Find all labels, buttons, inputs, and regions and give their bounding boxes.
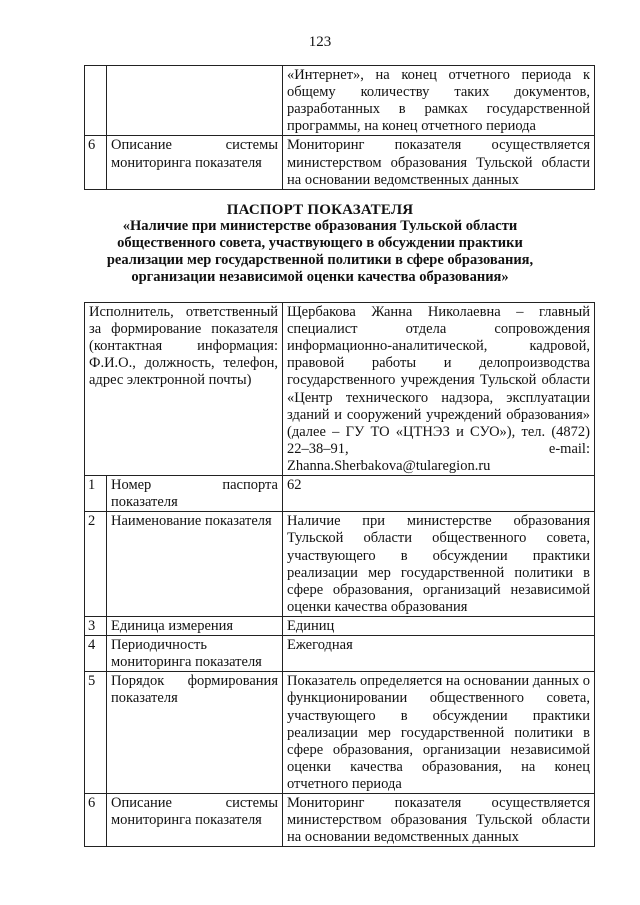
row-value-cell: Мониторинг показателя осуществляется министерством образования Тульской области на основании ведомственных данных bbox=[283, 136, 595, 189]
row-number-cell: 5 bbox=[85, 672, 107, 794]
passport-title: ПАСПОРТ ПОКАЗАТЕЛЯ bbox=[226, 202, 414, 218]
continued-table bbox=[84, 65, 595, 190]
table-row bbox=[85, 66, 595, 136]
row-value-cell: Мониторинг показателя осуществляется министерством образования Тульской области на основании ведомственных данных bbox=[283, 794, 595, 847]
row-number-cell: 6 bbox=[85, 794, 107, 847]
row-number-cell: 1 bbox=[85, 476, 107, 512]
row-value-cell: «Интернет», на конец отчетного периода к общему количеству таких документов, разработанных в рамках государственной программы, на конец отчетного периода bbox=[283, 66, 595, 136]
executor-label-cell: Исполнитель, ответственный за формирование показателя (контактная информация: Ф.И.О., должность, телефон, адрес электронной почты) bbox=[85, 303, 283, 476]
table-row bbox=[85, 794, 595, 847]
row-number-cell: 3 bbox=[85, 616, 107, 635]
row-value-cell: Наличие при министерстве образования Тульской области общественного совета, участвующего в обсуждении практики реализации мер государственной политики в сфере образования, организаций независимой оценки качества образования bbox=[283, 512, 595, 617]
row-label-cell: Периодичность мониторинга показателя bbox=[107, 636, 283, 672]
passport-table bbox=[84, 302, 595, 847]
row-label-cell: Единица измерения bbox=[107, 616, 283, 635]
subtitle-line: реализации мер государственной политики в сфере образования, bbox=[106, 251, 534, 268]
passport-subtitle bbox=[0, 218, 640, 286]
table-row bbox=[85, 476, 595, 512]
row-number-cell: 6 bbox=[85, 136, 107, 189]
page-number: 123 bbox=[308, 34, 332, 50]
subtitle-line: общественного совета, участвующего в обсуждении практики bbox=[117, 234, 523, 251]
row-label-cell: Описание системы мониторинга показателя bbox=[107, 136, 283, 189]
table-row bbox=[85, 512, 595, 617]
table-row bbox=[85, 672, 595, 794]
row-number-cell: 4 bbox=[85, 636, 107, 672]
executor-value-cell: Щербакова Жанна Николаевна – главный специалист отдела сопровождения информационно-аналитической, кадровой, правовой работы и делопроизводства государственного учреждения Тульской области «Центр технического надзора, эксплуатации зданий и сооружений учреждений образования» (далее – ГУ ТО «ЦТНЭЗ и СУО»), тел. (4872) 22–38–91, e-mail: Zhanna.Sherbakova@tularegion.ru bbox=[283, 303, 595, 476]
table-row bbox=[85, 136, 595, 189]
table-row bbox=[85, 303, 595, 476]
row-label-cell: Описание системы мониторинга показателя bbox=[107, 794, 283, 847]
row-value-cell: Единиц bbox=[283, 616, 595, 635]
row-number-cell bbox=[85, 66, 107, 136]
table-row bbox=[85, 636, 595, 672]
row-value-cell: 62 bbox=[283, 476, 595, 512]
row-value-cell: Показатель определяется на основании данных о функционировании общественного совета, участвующего в обсуждении практики реализации мер государственной политики в сфере образования, организации независимой оценки качества образования, на конец отчетного периода bbox=[283, 672, 595, 794]
row-label-cell: Наименование показателя bbox=[107, 512, 283, 617]
row-label-cell bbox=[107, 66, 283, 136]
row-number-cell: 2 bbox=[85, 512, 107, 617]
table-row bbox=[85, 616, 595, 635]
subtitle-line: «Наличие при министерстве образования Тульской области bbox=[122, 218, 518, 234]
subtitle-line: организации независимой оценки качества образования» bbox=[131, 268, 509, 285]
row-label-cell: Номер паспорта показателя bbox=[107, 476, 283, 512]
row-label-cell: Порядок формирования показателя bbox=[107, 672, 283, 794]
row-value-cell: Ежегодная bbox=[283, 636, 595, 672]
